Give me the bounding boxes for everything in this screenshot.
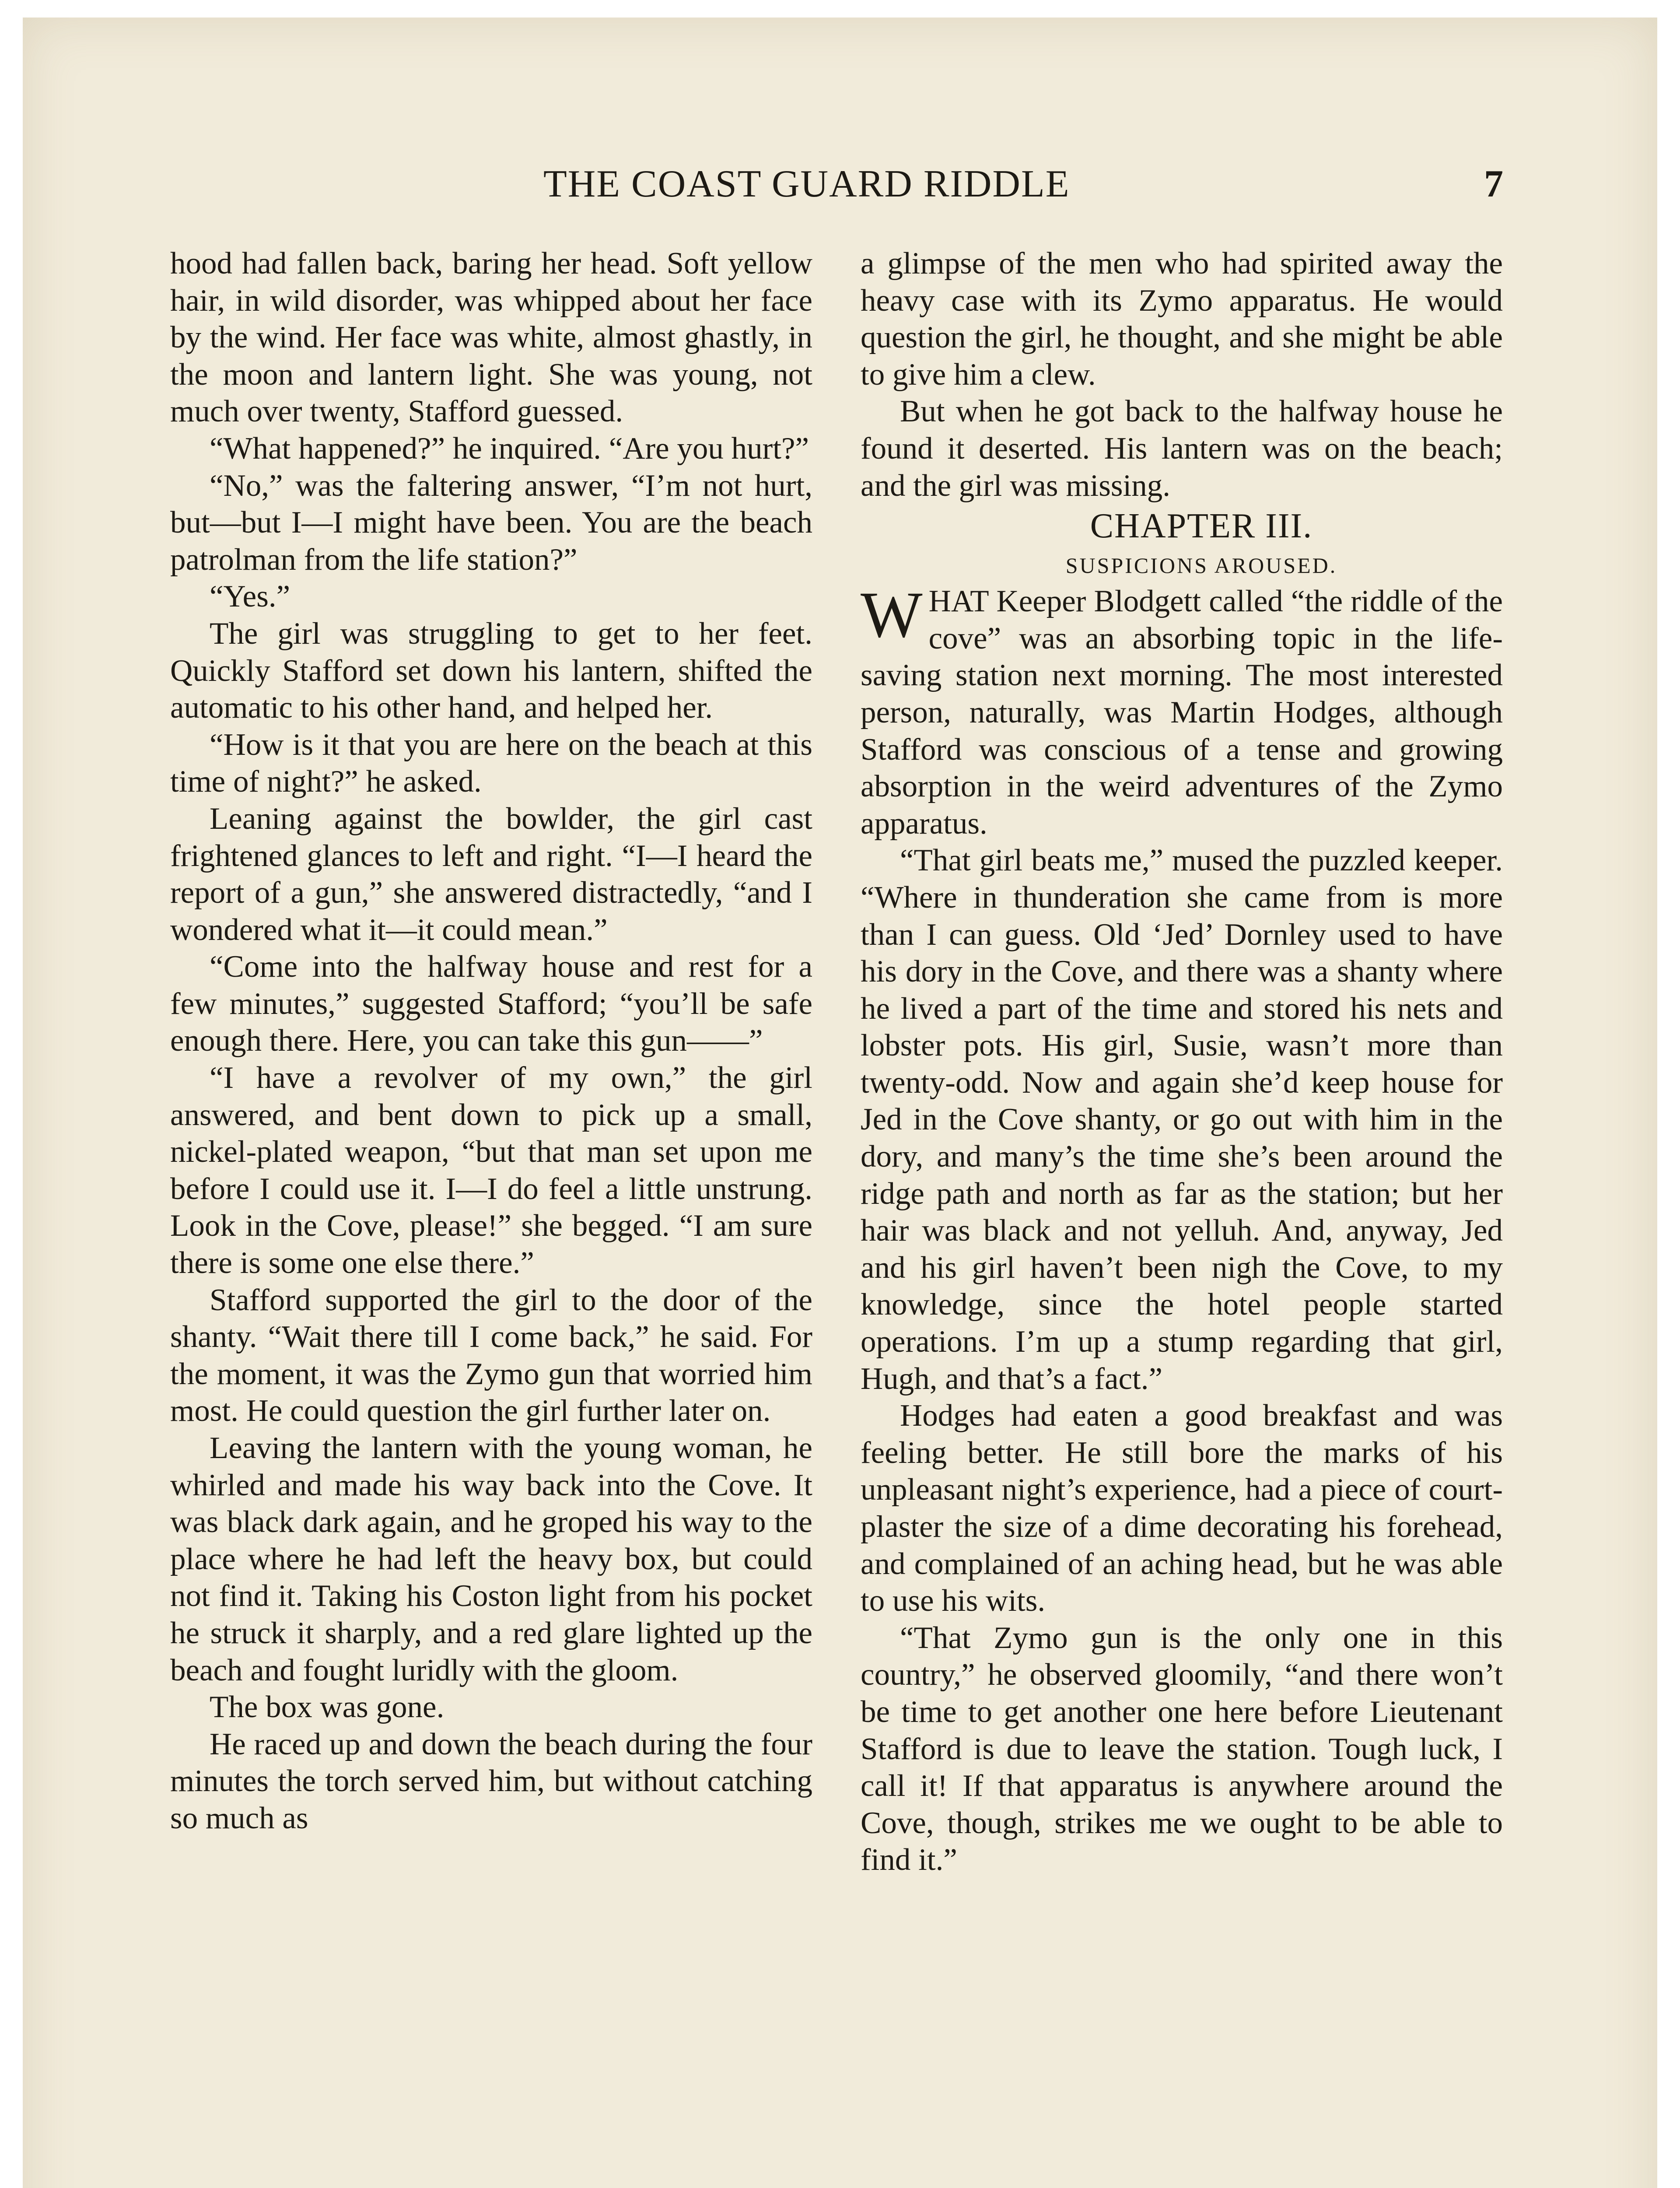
paragraph: “How is it that you are here on the beach at this time of night?” he asked. <box>170 727 812 799</box>
chapter-title: CHAPTER III. <box>1090 507 1313 546</box>
paragraph: Stafford supported the girl to the door of the shanty. “Wait there till I come back,” he said. For the moment, it was the Zymo gun that worried him most. He could question the girl further later on. <box>170 1283 812 1428</box>
book-page <box>23 18 1657 2188</box>
paragraph: But when he got back to the halfway house he found it deserted. His lantern was on the beach; and the girl was missing. <box>861 394 1503 503</box>
page-header <box>23 162 1657 214</box>
paragraph: a glimpse of the men who had spirited away the heavy case with its Zymo apparatus. He would question the girl, he thought, and she might be able to give him a clew. <box>861 246 1503 392</box>
paragraph: hood had fallen back, baring her head. Soft yellow hair, in wild disorder, was whipped about her face by the wind. Her face was white, almost ghastly, in the moon and lantern light. She was young, not much over twenty, Stafford guessed. <box>170 246 812 429</box>
paragraph: “No,” was the faltering answer, “I’m not hurt, but—but I—I might have been. You are the beach patrolman from the life station?” <box>170 468 812 577</box>
paragraph: He raced up and down the beach during the four minutes the torch served him, but without catching so much as <box>170 1727 812 1835</box>
page-number: 7 <box>1484 163 1503 205</box>
drop-cap: W <box>861 579 923 652</box>
opening-text: HAT Keeper Blodgett called “the riddle of the cove” was an absorbing topic in the life-saving station next morning. The most interested person, naturally, was Martin Hodges, although Stafford was conscious of a tense and growing absorption in the weird adventures of the Zymo apparatus. <box>861 584 1503 841</box>
running-title: THE COAST GUARD RIDDLE <box>543 163 1070 205</box>
paragraph: Leaning against the bowlder, the girl cast frightened glances to left and right. “I—I heard the report of a gun,” she answered distractedly, “and I wondered what it—it could mean.” <box>170 801 812 947</box>
left-column <box>170 245 812 1837</box>
paragraph: The girl was struggling to get to her feet. Quickly Stafford set down his lantern, shifted the automatic to his other hand, and helped her. <box>170 616 812 725</box>
paragraph: The box was gone. <box>210 1690 444 1725</box>
chapter-subtitle: SUSPICIONS AROUSED. <box>1065 553 1337 578</box>
paragraph: “That girl beats me,” mused the puzzled keeper. “Where in thunderation she came from is more than I can guess. Old ‘Jed’ Dornley used to have his dory in the Cove, and there was a shanty where he lived a part of the time and stored his nets and lobster pots. His girl, Susie, wasn’t more than twenty-odd. Now and again she’d keep house for Jed in the Cove shanty, or go out with him in the dory, and many’s the time she’s been around the ridge path and north as far as the station; but her hair was black and not yelluh. And, anyway, Jed and his girl haven’t been nigh the Cove, to my knowledge, since the hotel people started operations. I’m up a stump regarding that girl, Hugh, and that’s a fact.” <box>861 843 1503 1396</box>
paragraph: “That Zymo gun is the only one in this country,” he observed gloomily, “and there won’t be time to get another one here before Lieutenant Stafford is due to leave the station. Tough luck, I call it! If that apparatus is anywhere around the Cove, though, strikes me we ought to be able to find it.” <box>861 1620 1503 1877</box>
paragraph: Hodges had eaten a good breakfast and was feeling better. He still bore the marks of his unpleasant night’s experience, had a piece of court-plaster the size of a dime decorating his forehead, and complained of an aching head, but he was able to use his wits. <box>861 1399 1503 1618</box>
paragraph: “Yes.” <box>210 579 290 614</box>
right-column <box>861 245 1503 1879</box>
chapter-opening-paragraph <box>861 579 1503 842</box>
paragraph: “What happened?” he inquired. “Are you hurt?” <box>210 431 809 466</box>
paragraph: Leaving the lantern with the young woman, he whirled and made his way back into the Cove. It was black dark again, and he groped his way to the place where he had left the heavy box, but could not find it. Taking his Coston light from his pocket he struck it sharply, and a red glare lighted up the beach and fought luridly with the gloom. <box>170 1431 812 1687</box>
paragraph: “I have a revolver of my own,” the girl answered, and bent down to pick up a small, nickel-plated weapon, “but that man set upon me before I could use it. I—I do feel a little unstrung. Look in the Cove, please!” she begged. “I am sure there is some one else there.” <box>170 1061 812 1280</box>
paragraph: “Come into the halfway house and rest for a few minutes,” suggested Stafford; “you’ll be safe enough there. Here, you can take this gun——” <box>170 950 812 1058</box>
